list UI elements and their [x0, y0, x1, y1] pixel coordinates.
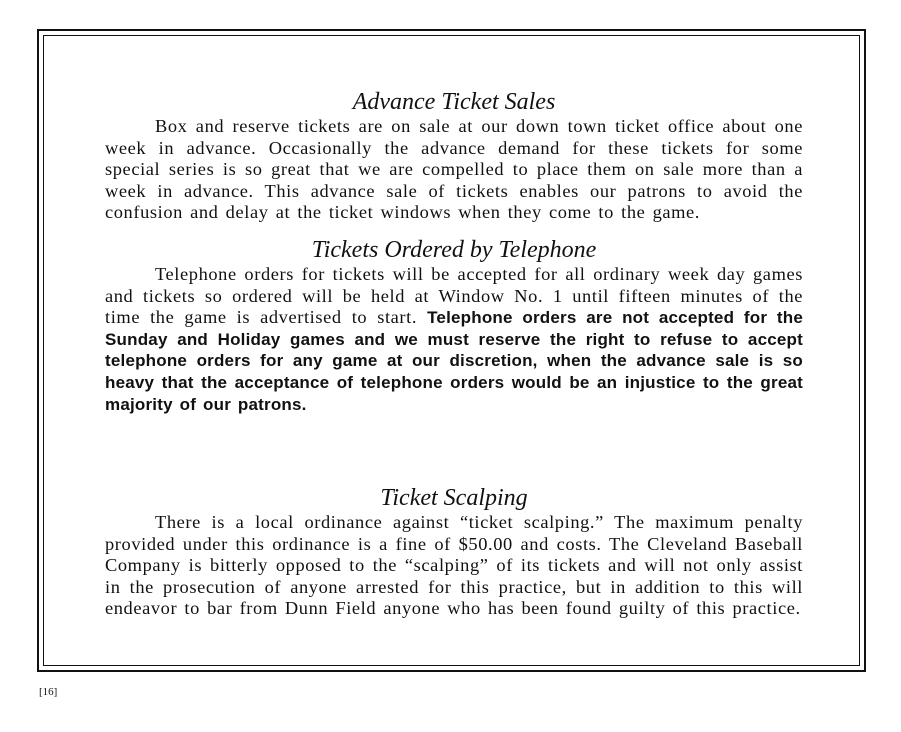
- section-body: There is a local ordinance against “ticket scalping.” The maximum penalty provided under this ordinance is a fine of $50.00 and costs. The Cleveland Baseball Company is bitterly opposed to the “scalping” of its tickets and will not only assist in the prosecution of anyone arrested for this practice, but in addition to this will endeavor to bar from Dunn Field anyone who has been found guilty of this practice.: [105, 512, 803, 619]
- section-heading: Advance Ticket Sales: [352, 89, 556, 115]
- section-body-bold: Telephone orders are not accepted for the Sunday and Holiday games and we must reserve the right to refuse to accept telephone orders for any game at our discretion, when the advance sale is so heavy that the acceptance of telephone orders would be an injustice to the great majority of our patrons.: [105, 308, 804, 414]
- section-ticket-scalping: [105, 484, 803, 620]
- section-advance-ticket-sales: [105, 88, 803, 224]
- page-number: [16]: [39, 686, 58, 698]
- section-heading: Ticket Scalping: [380, 485, 528, 511]
- page-content: [105, 88, 804, 619]
- section-body-text: Telephone orders for tickets will be accepted for all ordinary week day games and tickets so ordered will be held at Window No. 1 until fifteen minutes of the time the game is advertised to start.: [105, 263, 803, 328]
- section-heading: Tickets Ordered by Telephone: [311, 236, 597, 263]
- section-body: [105, 264, 803, 415]
- section-body: Box and reserve tickets are on sale at our down town ticket office about one week in advance. Occasionally the advance demand for these tickets for some special series is so great that we are compelled to place them on sale more than a week in advance. This advance sale of tickets enables our patrons to avoid the confusion and delay at the ticket windows when they come to the game.: [105, 116, 803, 223]
- section-tickets-ordered-by-telephone: [105, 236, 803, 415]
